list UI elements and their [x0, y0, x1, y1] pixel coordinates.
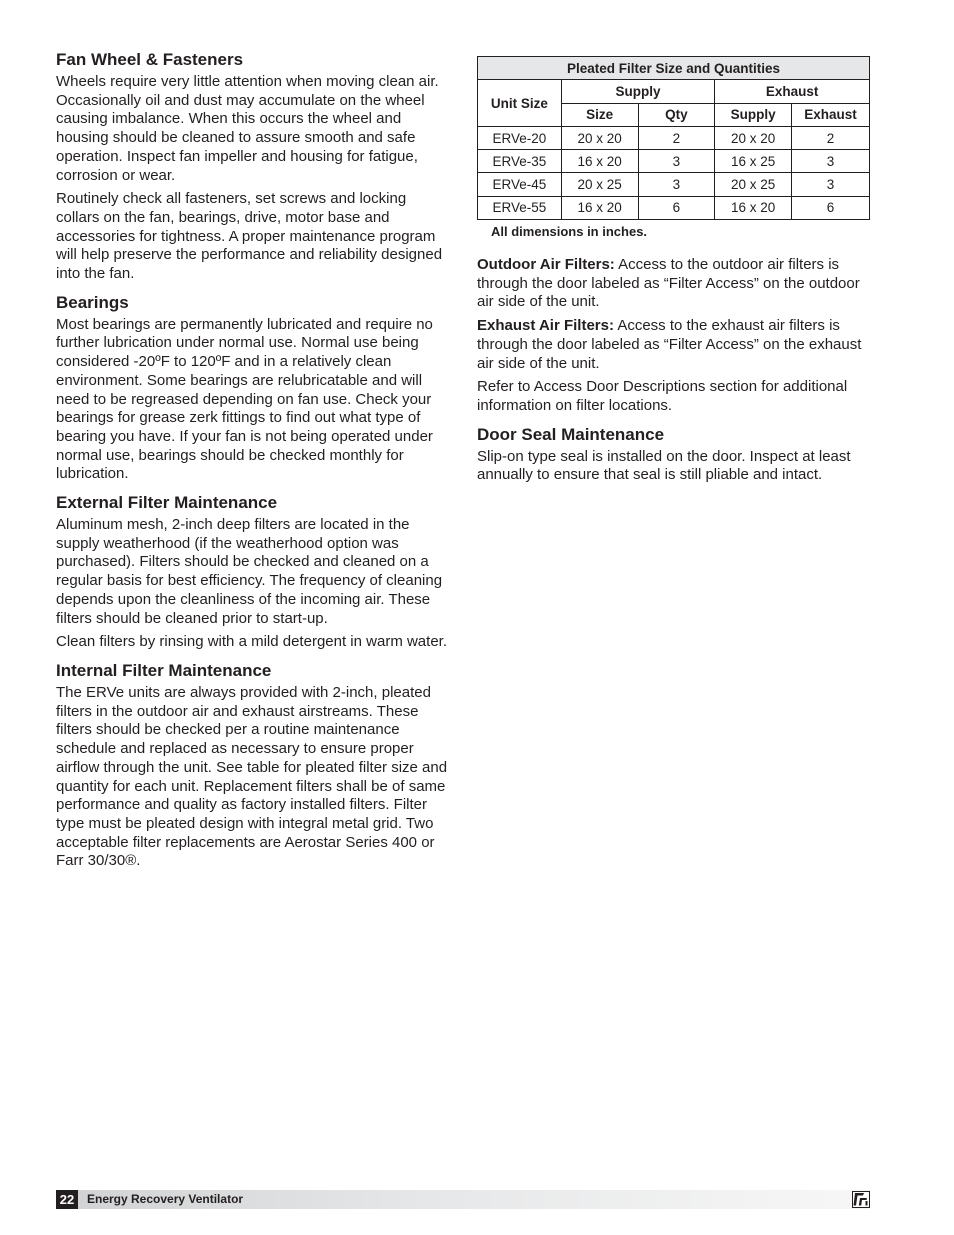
- table-cell: 3: [792, 173, 870, 196]
- column-header: Qty: [638, 103, 715, 126]
- outdoor-filters-lead: Outdoor Air Filters:: [477, 256, 615, 273]
- table-row: [478, 150, 870, 173]
- refer-paragraph: Refer to Access Door Descriptions section for additional information on filter locations.: [477, 378, 848, 414]
- section-heading: Door Seal Maintenance: [477, 424, 665, 444]
- table-cell: 20 x 20: [561, 126, 638, 149]
- right-column: [477, 256, 870, 490]
- table-cell: 16 x 20: [561, 196, 638, 219]
- table-cell: 6: [792, 196, 870, 219]
- body-paragraph: Clean filters by rinsing with a mild detergent in warm water.: [56, 633, 447, 651]
- body-paragraph: The ERVe units are always provided with 2-inch, pleated filters in the outdoor air and exhaust airstreams. These filters should be checked per a routine maintenance schedule and replaced as necessary to ensure proper airflow through the unit. See table for pleated filter size and quantity for each unit. Replacement filters shall be of same performance and quality as factory installed filters. Filter type must be pleated design with integral metal grid. Two acceptable filter replacements are Aerostar Series 400 or Farr 30/30®.: [56, 683, 448, 870]
- greenheck-logo-icon: [852, 1191, 870, 1208]
- table-row: [478, 173, 870, 196]
- table-cell: 16 x 20: [561, 150, 638, 173]
- table-row: [478, 196, 870, 219]
- section-heading: Bearings: [56, 292, 129, 312]
- footer-title: Energy Recovery Ventilator: [87, 1192, 244, 1206]
- table-cell: 20 x 25: [561, 173, 638, 196]
- table-note: All dimensions in inches.: [491, 224, 648, 239]
- exhaust-filters-lead: Exhaust Air Filters:: [477, 317, 614, 335]
- exhaust-group-header: Exhaust: [715, 80, 870, 103]
- section-heading: External Filter Maintenance: [56, 493, 278, 513]
- table-cell: ERVe-20: [478, 126, 562, 149]
- section-heading: Fan Wheel & Fasteners: [56, 50, 244, 69]
- pleated-filter-table: [477, 56, 870, 220]
- table-cell: 16 x 20: [715, 196, 792, 219]
- table-cell: 2: [638, 126, 715, 149]
- section-bearings: [56, 293, 450, 484]
- body-paragraph: Slip-on type seal is installed on the door. Inspect at least annually to ensure that seal is still pliable and intact.: [477, 447, 851, 484]
- supply-group-header: Supply: [561, 80, 714, 103]
- section-external-filter: [56, 493, 450, 652]
- table-cell: 20 x 20: [715, 126, 792, 149]
- table-cell: ERVe-45: [478, 173, 562, 196]
- unit-size-header: Unit Size: [478, 80, 562, 127]
- column-header: Size: [561, 103, 638, 126]
- outdoor-filters-paragraph: [477, 256, 870, 312]
- outdoor-filters-text: Access to the outdoor air filters is through the door labeled as “Filter Access” on the outdoor air side of the unit.: [477, 256, 860, 311]
- table-cell: 2: [792, 126, 870, 149]
- exhaust-filters-paragraph: [477, 317, 870, 373]
- section-fan-wheel: [56, 50, 450, 284]
- column-header: Supply: [715, 103, 792, 126]
- table-cell: 6: [638, 196, 715, 219]
- body-paragraph: Most bearings are permanently lubricated and require no further lubrication under normal use. Normal use being considered -20ºF to 120ºF and in a relatively clean environment. Some bearings are relubricatable and will need to be regreased depending on fan use. Check your bearings for grease zerk fittings to find out what type of bearing you have. If your fan is not being operated under normal use, bearings should be checked monthly for lubrication.: [56, 315, 433, 483]
- table-cell: 3: [638, 173, 715, 196]
- page-number: 22: [56, 1190, 78, 1209]
- exhaust-filters-text: Access to the exhaust air filters is through the door labeled as “Filter Access” on the exhaust air side of the unit.: [477, 317, 862, 372]
- table-caption: Pleated Filter Size and Quantities: [478, 57, 870, 80]
- table-cell: 20 x 25: [715, 173, 792, 196]
- section-internal-filter: [56, 661, 450, 871]
- table-cell: ERVe-35: [478, 150, 562, 173]
- table-cell: ERVe-55: [478, 196, 562, 219]
- table-row: [478, 126, 870, 149]
- section-heading: Internal Filter Maintenance: [56, 660, 272, 680]
- body-paragraph: Aluminum mesh, 2-inch deep filters are located in the supply weatherhood (if the weatherhood option was purchased). Filters should be checked and cleaned on a regular basis for best efficiency. The frequency of cleaning depends upon the cleanliness of the incoming air. These filters should be cleaned prior to start-up.: [56, 516, 443, 627]
- table-cell: 3: [638, 150, 715, 173]
- column-header: Exhaust: [792, 103, 870, 126]
- left-column: [56, 50, 450, 880]
- table-cell: 16 x 25: [715, 150, 792, 173]
- body-paragraph: Routinely check all fasteners, set screws and locking collars on the fan, bearings, drive, motor base and accessories for tightness. A proper maintenance program will help preserve the performance and reliability designed into the fan.: [56, 190, 443, 283]
- table-cell: 3: [792, 150, 870, 173]
- body-paragraph: Wheels require very little attention when moving clean air. Occasionally oil and dust may accumulate on the wheel causing imbalance. When this occurs the wheel and housing should be cleaned to assure smooth and safe operation. Inspect fan impeller and housing for fatigue, corrosion or wear.: [56, 73, 439, 184]
